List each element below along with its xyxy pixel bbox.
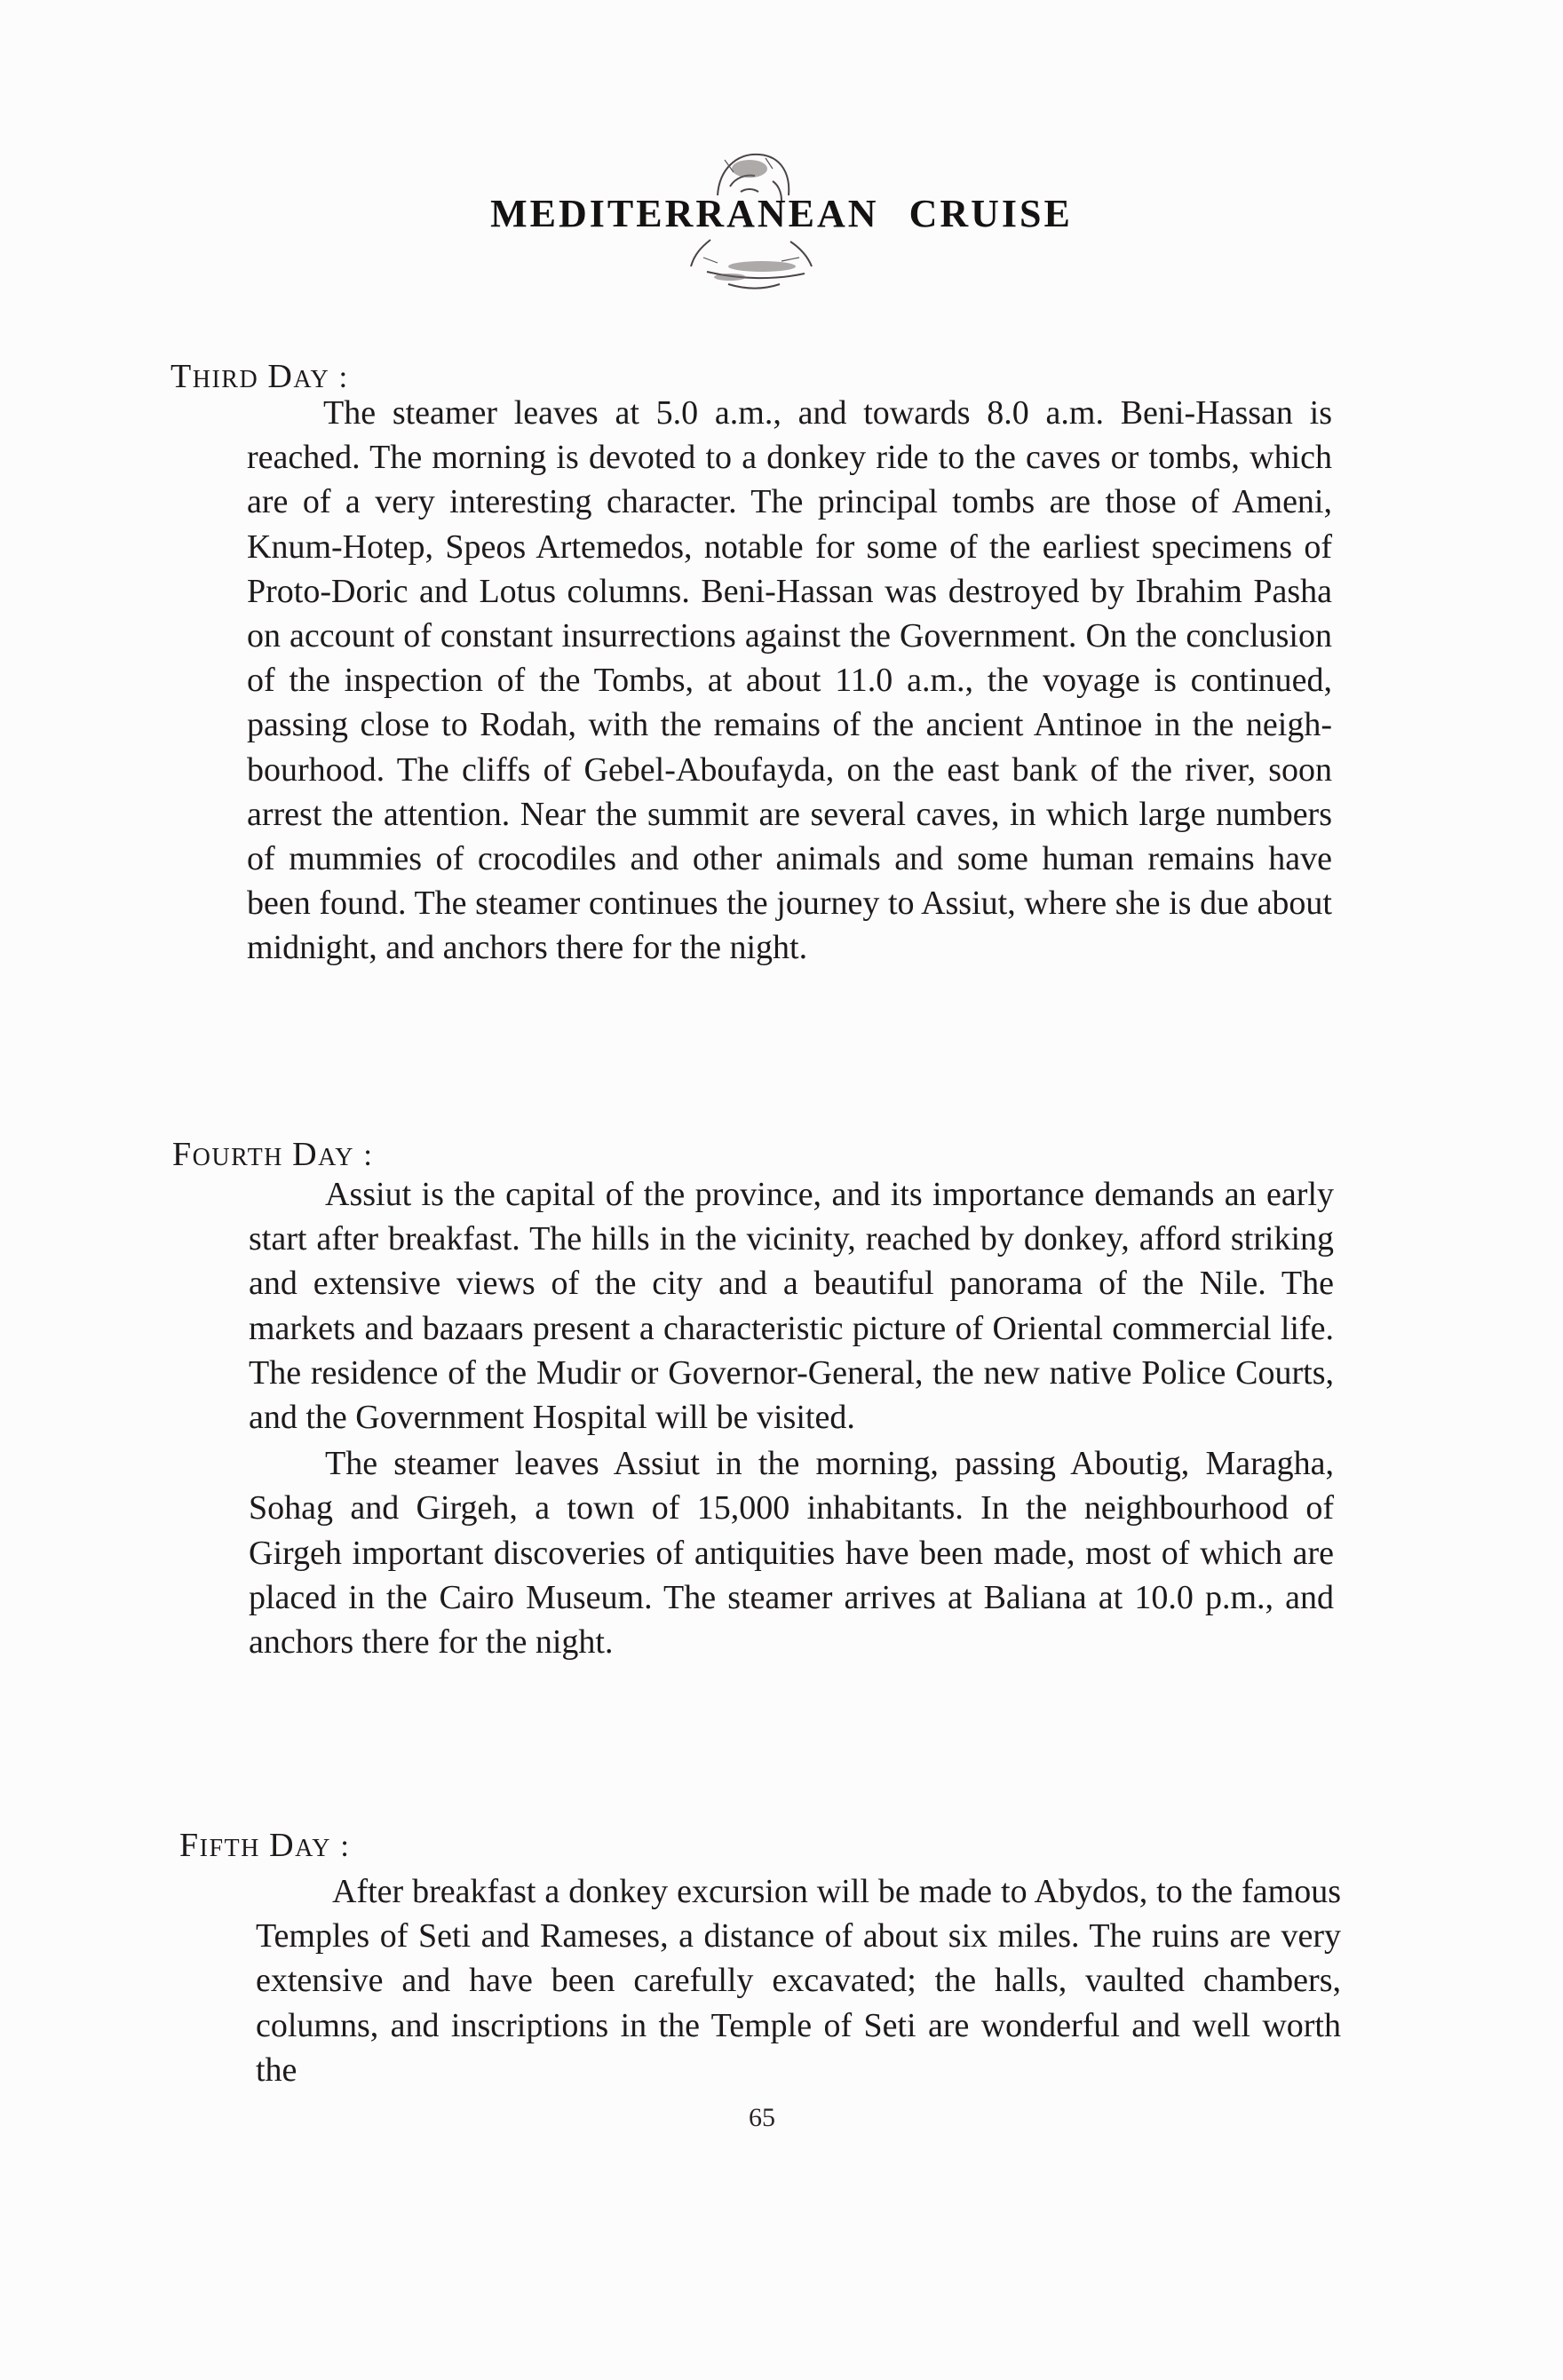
running-head-word-2: CRUISE xyxy=(908,192,1073,235)
paragraph: Assiut is the capital of the province, and its importance demands an early start after breakfast. The hills in the vicinity, reached by donkey, afford striking and extensive views of the city and a beautiful panorama of the Nile. The markets and bazaars present a characteristic picture of Oriental commercial life. The residence of the Mudir or Governor-General, the new native Police Courts, and the Government Hospital will be visited. xyxy=(249,1176,1334,1437)
paragraph: After breakfast a donkey excursion will be made to Abydos, to the famous Temples of Seti and Rameses, a distance of about six miles. The ruins are very extensive and have been carefully excavated; the halls, vaulted chambers, columns, and inscriptions in the Temple of Seti are wonderful and well worth the xyxy=(256,1873,1341,2089)
section-body-fifth-day xyxy=(256,1869,1341,2092)
page-number: 65 xyxy=(749,2103,775,2132)
running-head-word-1: MEDITERRANEAN xyxy=(490,192,879,235)
section-body-fourth-day xyxy=(249,1172,1334,1664)
page-header xyxy=(0,124,1563,302)
running-head xyxy=(0,191,1563,236)
section-heading-fifth-day: FIFTH DAY : xyxy=(179,1827,351,1864)
section-heading-third-day: THIRD DAY : xyxy=(171,358,349,395)
paragraph: The steamer leaves at 5.0 a.m., and towards 8.0 a.m. Beni-Hassan is reached. The morning is devoted to a donkey ride to the caves or tombs, which are of a very interesting character. The principal tombs are those of Ameni, Knum-Hotep, Speos Artemedos, notable for some of the earliest specimens of Proto-Doric and Lotus columns. Beni-Hassan was destroyed by Ibrahim Pasha on account of constant insurrections against the Government. On the conclusion of the inspection of the Tombs, at about 11.0 a.m., the voyage is continued, passing close to Rodah, with the remains of the ancient Antinoe in the neighbourhood. The cliffs of Gebel-Aboufayda, on the east bank of the river, soon arrest the attention. Near the summit are several caves, in which large numbers of mummies of crocodiles and other animals and some human remains have been found. The steamer continues the journey to Assiut, where she is due about midnight, and anchors there for the night. xyxy=(247,394,1332,967)
section-body-third-day xyxy=(247,391,1332,971)
section-heading-fourth-day: FOURTH DAY : xyxy=(172,1136,374,1173)
paragraph: The steamer leaves Assiut in the morning, passing Aboutig, Maragha, Sohag and Girgeh, a town of 15,000 inhabitants. In the neighbourhood of Girgeh important discoveries of antiquities have been made, most of which are placed in the Cairo Museum. The steamer arrives at Baliana at 10.0 p.m., and anchors there for the night. xyxy=(249,1445,1334,1662)
